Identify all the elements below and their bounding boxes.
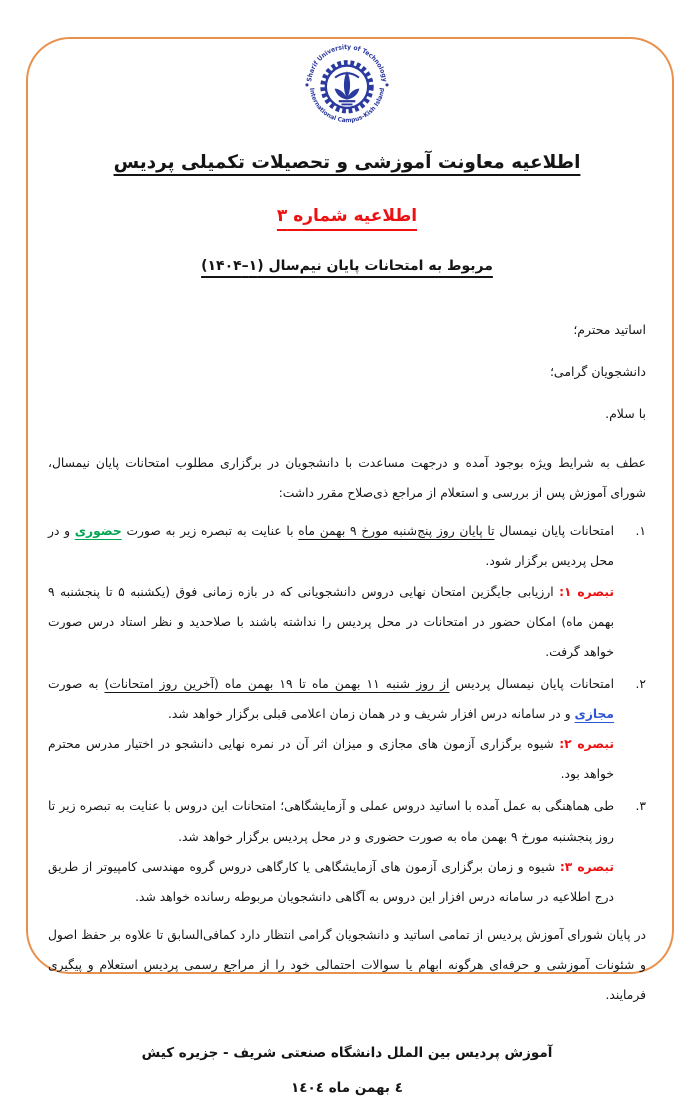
logo-row xyxy=(48,38,646,124)
item-text: طی هماهنگی به عمل آمده با اساتید دروس عملی و آزمایشگاهی؛ امتحانات این دروس با عنایت به تبصره زیر تا روز پنجشنبه مورخ ۹ بهمن ماه به صورت حضوری و در محل پردیس برگزار خواهد شد. xyxy=(48,799,614,844)
footer-block xyxy=(48,1036,646,1106)
intro-paragraph: عطف به شرایط ویژه بوجود آمده و درجهت مساعدت با دانشجویان در برگزاری مطلوب امتحانات پایان نیمسال، شورای آموزش پس از بررسی و استعلام از مراجع ذی‌صلاح مقرر داشت: xyxy=(48,456,646,501)
svg-text:Sharif University of Technolog: Sharif University of Technology xyxy=(305,42,389,83)
footer-date: ٤ بهمن ماه ١٤٠٤ xyxy=(291,1080,403,1097)
closing-paragraph: در پایان شورای آموزش پردیس از تمامی اساتید و دانشجویان گرامی انتظار دارد کمافی‌السابق تا علاوه بر حفظ اصول و شئونات آموزشی و حرفه‌ای هرگونه ابهام یا سوالات احتمالی خود را از مراجع رسمی پردیس استعلام و پیگیری فرمایند. xyxy=(48,927,646,1003)
greetings-block xyxy=(48,322,646,421)
item-number: ۱. xyxy=(635,524,646,539)
note-3: تبصره ۳: شیوه و زمان برگزاری آزمون های آزمایشگاهی یا کارگاهی دروس گروه مهندسی کامپیوتر از طریق درج اطلاعیه در سامانه درس افزار این دروس به آگاهی دانشجویان مربوطه رسانده خواهد شد. xyxy=(48,859,614,904)
list-item-2 xyxy=(48,669,646,790)
note-label: تبصره ۲: xyxy=(559,737,614,752)
item-number: ۳. xyxy=(635,799,646,814)
salutation: با سلام. xyxy=(605,406,646,421)
list-item-3 xyxy=(48,791,646,912)
note-label: تبصره ۳: xyxy=(559,859,614,874)
university-seal-logo xyxy=(301,38,393,130)
greeting-students: دانشجویان گرامی؛ xyxy=(549,364,646,379)
item-text: امتحانات پایان نیمسال تا پایان روز پنج‌شنبه مورخ ۹ بهمن ماه با عنایت به تبصره زیر به صورت حضوری و در محل پردیس برگزار شود. xyxy=(48,524,615,569)
note-1: تبصره ۱: ارزیابی جایگزین امتحان نهایی دروس دانشجویانی که در بازه زمانی فوق (یکشنبه ۵ تا پنجشنبه ۹ بهمن ماه) امکان حضور در امتحانات در محل پردیس را نداشته باشند با صلاحدید و نظر استاد درس صورت خواهد گرفت. xyxy=(48,584,615,659)
in-person-highlight: حضوری xyxy=(74,524,122,539)
list-item-1 xyxy=(48,516,646,667)
virtual-highlight: مجازی xyxy=(574,707,614,721)
note-2: تبصره ۲: شیوه برگزاری آزمون های مجازی و میزان اثر آن در نمره نهایی دانشجو در اختیار مدرس محترم خواهد بود. xyxy=(48,737,614,782)
underlined-date-range: از روز شنبه ۱۱ بهمن ماه تا ۱۹ بهمن ماه (آخرین روز امتحانات) xyxy=(104,676,450,691)
notice-number-title: اطلاعیه شماره ۳ xyxy=(276,206,418,226)
main-title: اطلاعیه معاونت آموزشی و تحصیلات تکمیلی پردیس xyxy=(113,152,581,173)
underlined-date-range: تا پایان روز پنج‌شنبه مورخ ۹ بهمن ماه xyxy=(298,524,495,539)
decisions-list xyxy=(48,516,646,912)
greeting-professors: اساتید محترم؛ xyxy=(573,322,646,337)
subject-title: مربوط به امتحانات پایان نیم‌سال (۱–۱۴۰۴) xyxy=(201,258,493,274)
item-text: امتحانات پایان نیمسال پردیس از روز شنبه ۱۱ بهمن ماه تا ۱۹ بهمن ماه (آخرین روز امتحانات) به صورت مجازی و در سامانه درس افزار شریف و در همان زمان اعلامی قبلی برگزار خواهد شد. xyxy=(48,676,614,721)
footer-organization: آموزش پردیس بین الملل دانشگاه صنعتی شریف - جزیره کیش xyxy=(141,1045,553,1062)
announcement-document xyxy=(48,38,646,1106)
svg-text:International Campus-Kish Isla: International Campus-Kish Island xyxy=(307,87,387,125)
item-number: ۲. xyxy=(635,676,646,691)
note-label: تبصره ۱: xyxy=(559,584,615,599)
